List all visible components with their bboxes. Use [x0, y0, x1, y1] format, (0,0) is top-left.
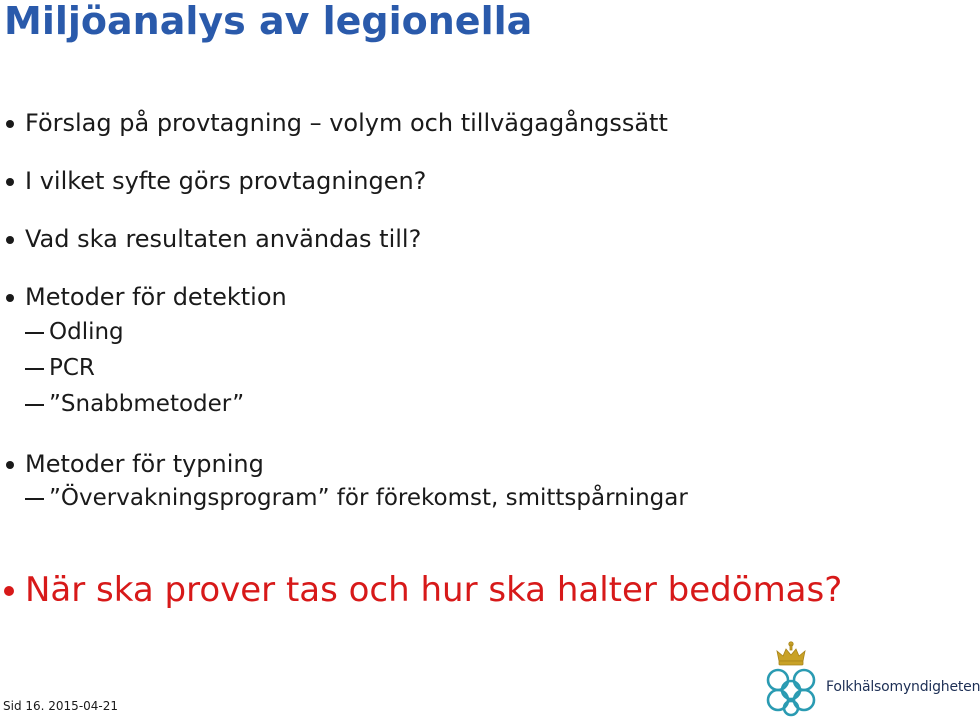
bullet-dot-icon — [6, 294, 14, 302]
slide-footer: Sid 16. 2015-04-21 — [3, 699, 119, 713]
bullet-detection-methods — [0, 282, 960, 312]
crown-knot-logo-icon — [756, 640, 826, 717]
dash-icon — [25, 332, 44, 334]
bullet-text: Metoder för detektion — [25, 283, 287, 311]
dash-icon — [25, 368, 44, 370]
bullet-dot-icon — [6, 461, 14, 469]
bullet-dot-icon — [4, 586, 14, 596]
key-question — [0, 570, 960, 610]
bullet-typing-methods — [0, 449, 960, 479]
bullet-dot-icon — [6, 236, 14, 244]
bullet-text: Vad ska resultaten användas till? — [25, 225, 422, 253]
organization-logo — [756, 640, 980, 717]
bullet-text: I vilket syfte görs provtagningen? — [25, 167, 427, 195]
dash-icon — [25, 498, 44, 500]
sub-item-text: ”Snabbmetoder” — [49, 391, 245, 417]
sub-item-odling — [0, 318, 960, 346]
bullet-text: Metoder för typning — [25, 450, 264, 478]
sub-item-text: ”Övervakningsprogram” för förekomst, smittspårningar — [49, 485, 688, 511]
sub-item-text: PCR — [49, 355, 95, 381]
sub-item-text: Odling — [49, 319, 124, 345]
bullet-dot-icon — [6, 120, 14, 128]
bullet-usage — [0, 224, 960, 254]
dash-icon — [25, 404, 44, 406]
sub-item-surveillance — [0, 484, 960, 512]
sub-item-snabbmetoder — [0, 390, 960, 418]
logo-name: Folkhälsomyndigheten — [826, 679, 980, 695]
sub-item-pcr — [0, 354, 960, 382]
bullet-purpose — [0, 166, 960, 196]
slide-title: Miljöanalys av legionella — [4, 0, 533, 43]
key-question-text: När ska prover tas och hur ska halter bedömas? — [25, 570, 843, 610]
bullet-text: Förslag på provtagning – volym och tillvägagångssätt — [25, 109, 668, 137]
bullet-proposal — [0, 108, 960, 138]
bullet-dot-icon — [6, 178, 14, 186]
